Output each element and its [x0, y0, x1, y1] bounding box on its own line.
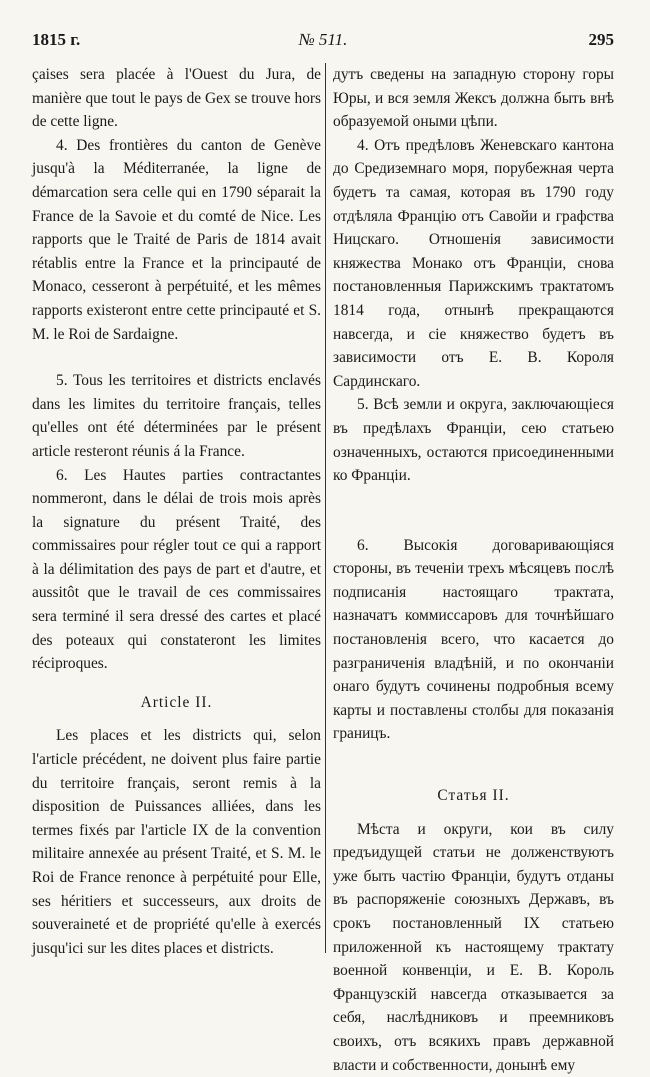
- russian-column: [333, 63, 614, 1077]
- russian-article-title: Статья II.: [437, 787, 510, 805]
- russian-paragraph-4: 4. Отъ предѣловъ Женевскаго кантона до Средиземнаго моря, порубежная черта будетъ та самая, которая въ 1790 году отдѣляла Францію отъ Савойи и графства Ницскаго. Отношенія зависимости княжества Монако отъ Франціи, снова постановленныя Парижскимъ трактатомъ 1814 года, отнынѣ прекращаются навсегда, и сіе княжество будетъ въ зависимости отъ Е. В. Короля Сардинскаго.: [333, 136, 614, 390]
- column-divider: [325, 63, 326, 953]
- french-paragraph-4: 4. Des frontières du canton de Genève jusqu'à la Méditerranée, la ligne de démarcation sera celle qui en 1790 séparait la France de la Savoie et du comté de Nice. Les rapports que le Traité de Paris de 1814 avait rétablis entre la France et la principauté de Monaco, cesseront à perpétuité, et les mêmes rapports existeront entre cette principauté et S. M. le Roi de Sardaigne.: [32, 136, 321, 343]
- russian-paragraph-6: 6. Высокія договаривающіяся стороны, въ теченіи трехъ мѣсяцевъ послѣ подписанія настоящаго трактата, назначатъ коммиссаровъ для точнѣйшаго постановленія всего, что касается до разграниченія владѣній, и по окончаніи онаго будутъ сочинены подробныя всему карты и поставлены столбы для показанія границъ.: [333, 536, 614, 743]
- french-column: [32, 63, 321, 960]
- document-number: № 511.: [298, 30, 348, 49]
- russian-article-2-text: Мѣста и округи, кои въ силу предъидущей статьи не долженствуютъ уже быть частію Франціи, будутъ отданы въ распоряженіе союзныхъ Державъ, въ срокъ постановленный IX статьею приложенной къ настоящему трактату военной конвенціи, и Е. В. Король Французскій навсегда отказывается за себя, наслѣдниковъ и преемниковъ своихъ, отъ всякихъ правъ державной власти и собственности, донынѣ ему: [333, 820, 614, 1074]
- french-paragraph-6: 6. Les Hautes parties contractantes nommeront, dans le délai de trois mois après la signature du présent Traité, des commissaires pour régler tout ce qui a rapport à la délimitation des pays de part et d'autre, et aussitôt que le travail de ces commissaires sera terminé il sera dressé des cartes et placé des poteaux qui constateront les limites réciproques.: [32, 466, 321, 673]
- french-article-2-text: Les places et les districts qui, selon l'article précédent, ne doivent plus faire partie du territoire français, seront remis à la disposition de Puissances alliées, dans les termes fixés par l'article IX de la convention militaire annexée au présent Traité, et S. M. le Roi de France renonce à perpétuité pour Elle, ses héritiers et successeurs, aux droits de souveraineté et de propriété qu'elle à exercés jusqu'ici sur les dites places et districts.: [32, 727, 321, 957]
- header-year: 1815 г.: [32, 30, 81, 49]
- french-article-title: Article II.: [140, 693, 213, 711]
- page-header: [32, 30, 614, 54]
- page-number: 295: [588, 30, 614, 49]
- french-paragraph-5: 5. Tous les territoires et districts enclavés dans les limites du territoire français, telles qu'elles ont été déterminées par le présent article resteront réunis á la France.: [32, 372, 321, 460]
- russian-paragraph-continuation: дутъ сведены на западную сторону горы Юры, и вся земля Жексъ должна быть внѣ образуемой оными цѣпи.: [333, 66, 614, 131]
- russian-paragraph-5: 5. Всѣ земли и округа, заключающіеся въ предѣлахъ Франціи, сею статьею означенныхъ, остаются присоединенными ко Франціи.: [333, 396, 614, 485]
- french-paragraph-continuation: çaises sera placée à l'Ouest du Jura, de manière que tout le pays de Gex se trouve hors de cette ligne.: [32, 66, 321, 131]
